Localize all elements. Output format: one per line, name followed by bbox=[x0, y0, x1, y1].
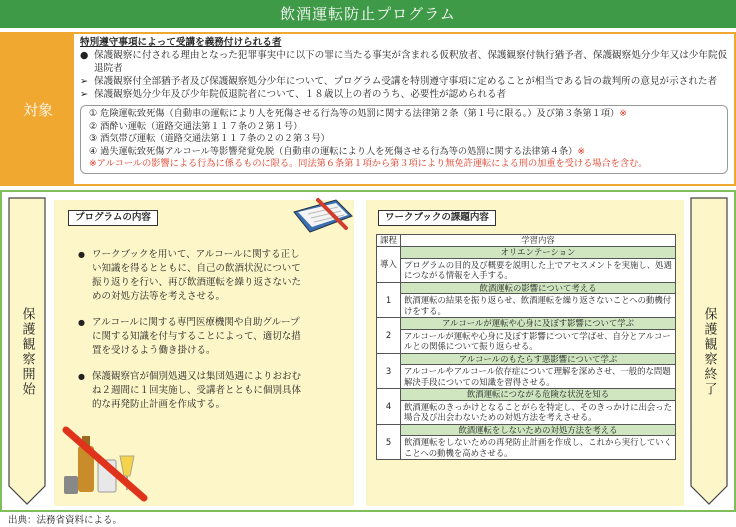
table-row bbox=[377, 424, 676, 436]
table-header: 学習内容 bbox=[401, 235, 676, 247]
course-theme: 飲酒運転につながる危険な状況を知る bbox=[401, 389, 676, 401]
end-label: 保護観察終了 bbox=[701, 307, 717, 397]
notebook-pen-icon bbox=[288, 194, 358, 238]
page-title: 飲酒運転防止プログラム bbox=[0, 0, 736, 28]
course-desc: アルコールが運転や心身に及ぼす影響について学ばせ、自分とアルコールとの関係について振り返らせる。 bbox=[401, 329, 676, 353]
course-number: 2 bbox=[377, 318, 401, 354]
course-desc: アルコールやアルコール依存症について理解を深めさせ、一般的な問題解決手段についての知識を習得させる。 bbox=[401, 365, 676, 389]
no-alcohol-icon bbox=[60, 426, 150, 504]
list-item: ● ワークブックを用いて、アルコールに関する正しい知識を得るとともに、自己の飲酒状況について振り返りを行い、再び飲酒運転を繰り返さないための対処方法等を考えさせる。 bbox=[78, 248, 308, 304]
workbook-table bbox=[376, 234, 676, 460]
course-theme: アルコールのもたらす悪影響について学ぶ bbox=[401, 353, 676, 365]
target-section bbox=[0, 32, 736, 186]
offense-item: ② 酒酔い運転（道路交通法第１１７条の２第１号） bbox=[89, 120, 303, 132]
course-desc: 飲酒運転の結果を振り返らせ、飲酒運転を繰り返さないことへの動機付けをする。 bbox=[401, 294, 676, 318]
course-theme: アルコールが運転や心身に及ぼす影響について学ぶ bbox=[401, 318, 676, 330]
course-theme: 飲酒運転をしないための対処方法を考える bbox=[401, 424, 676, 436]
arrow-bullet-icon: ➢ bbox=[80, 89, 89, 100]
table-row bbox=[377, 318, 676, 330]
table-row bbox=[377, 389, 676, 401]
bullet-icon: ● bbox=[80, 50, 89, 61]
workbook-tab: ワークブックの課題内容 bbox=[378, 210, 496, 226]
course-number: 4 bbox=[377, 389, 401, 425]
offense-list bbox=[80, 105, 728, 174]
workbook-panel bbox=[366, 200, 684, 506]
course-theme: オリエンテーション bbox=[401, 247, 676, 259]
list-item: ● アルコールに関する専門医療機関や自助グループに関する知識を付与することによって、適切な措置を受けるよう働き掛ける。 bbox=[78, 316, 308, 358]
offense-item: ③ 酒気帯び運転（道路交通法第１１７条の２の２第３号） bbox=[89, 133, 330, 144]
course-desc: 飲酒運転のきっかけとなることがらを特定し、そのきっかけに出会った場合及び出会わないための対処方法を考えさせる。 bbox=[401, 400, 676, 424]
target-body bbox=[80, 36, 728, 174]
table-row bbox=[377, 282, 676, 294]
source-note: 出典：法務省資料による。 bbox=[8, 515, 123, 526]
offense-note: ※アルコールの影響による行為に係るものに限る。同法第６条第１項から第３項により無免許運転による刑の加重を受ける場合を含む。 bbox=[89, 158, 648, 169]
target-heading: 特別遵守事項によって受講を義務付けられる者 bbox=[80, 37, 282, 48]
offense-item: ④ 過失運転致死傷アルコール等影響発覚免脱（自動車の運転により人を死傷させる行為等の処罰に関する法律第４条）※ bbox=[89, 145, 586, 157]
course-desc: 飲酒運転をしないための再発防止計画を作成し、これから実行していくことへの動機を高めさせる。 bbox=[401, 436, 676, 460]
course-desc: プログラムの目的及び概要を説明した上でアセスメントを実施し、処遇につながる情報を入手する。 bbox=[401, 258, 676, 282]
start-label: 保護観察開始 bbox=[19, 307, 35, 397]
program-list bbox=[78, 248, 308, 424]
offense-item: ① 危険運転致死傷（自動車の運転により人を死傷させる行為等の処罰に関する法律第２条（第１号に限る。）及び第３条第１項）※ bbox=[89, 108, 627, 119]
condition-item: ➢ 保護観察付全部猶予者及び保護観察処分少年について、プログラム受講を特別遵守事項に定めることが相当である旨の裁判所の意見が示された者 bbox=[80, 76, 718, 87]
condition-item: ➢ 保護観察処分少年及び少年院仮退院者について、１８歳以上の者のうち、必要性が認められる者 bbox=[80, 89, 507, 100]
course-number: 導入 bbox=[377, 247, 401, 283]
table-row bbox=[377, 247, 676, 259]
end-arrow bbox=[688, 196, 730, 508]
course-number: 1 bbox=[377, 282, 401, 318]
arrow-bullet-icon: ➢ bbox=[80, 76, 89, 87]
condition-item: ● 保護観察に付される理由となった犯罪事実中に以下の罪に当たる事実が含まれる仮釈放者、保護観察付執行猶予者、保護観察処分少年又は少年院仮退院者 bbox=[80, 50, 728, 74]
program-section bbox=[0, 190, 736, 512]
list-item: ● 保護観察官が個別処遇又は集団処遇によりおおむね２週間に１回実施し、受講者とともに個別具体的な再発防止計画を作成する。 bbox=[78, 370, 308, 412]
table-header: 課程 bbox=[377, 235, 401, 247]
course-theme: 飲酒運転の影響について考える bbox=[401, 282, 676, 294]
program-tab: プログラムの内容 bbox=[68, 210, 158, 226]
course-number: 5 bbox=[377, 424, 401, 460]
target-label: 対象 bbox=[2, 34, 74, 184]
start-arrow bbox=[6, 196, 48, 508]
table-row bbox=[377, 353, 676, 365]
course-number: 3 bbox=[377, 353, 401, 389]
program-panel bbox=[54, 200, 354, 506]
